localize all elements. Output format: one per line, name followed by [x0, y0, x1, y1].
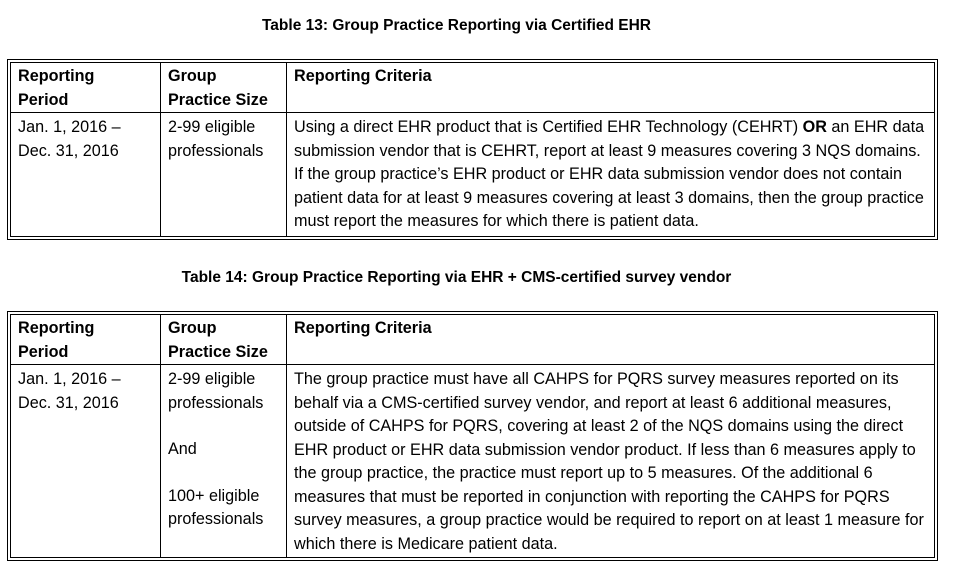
cell-reporting-period: Jan. 1, 2016 – Dec. 31, 2016: [11, 113, 161, 237]
cell-reporting-criteria: The group practice must have all CAHPS for PQRS survey measures reported on its behalf via a CMS-certified survey vendor, and report at least 6 additional measures, outside of CAHPS for PQRS, covering at least 2 of the NQS domains using the direct EHR product or EHR data submission vendor product. If less than 6 measures apply to the group practice, the practice must report up to 5 measures. Of the additional 6 measures that must be reported in conjunction with reporting the CAHPS for PQRS survey measures, a group practice would be required to report on at least 1 measure for which there is Medicare patient data.: [287, 365, 935, 558]
table-14: [7, 311, 938, 561]
spacer: [168, 462, 280, 485]
size-conjunction: And: [168, 440, 197, 458]
criteria-emphasis: OR: [802, 118, 827, 136]
table-13-title: Table 13: Group Practice Reporting via Certified EHR: [261, 17, 652, 34]
table-13: [7, 59, 938, 240]
header-reporting-period: Reporting Period: [11, 63, 161, 113]
table-header-row: [11, 315, 935, 365]
table-14-title: Table 14: Group Practice Reporting via EHR + CMS-certified survey vendor: [181, 269, 732, 286]
table-14-grid: [10, 314, 935, 558]
cell-group-practice-size: 2-99 eligible professionals: [161, 113, 287, 237]
spacer: [168, 415, 280, 438]
table-row: [11, 365, 935, 558]
cell-reporting-period: Jan. 1, 2016 – Dec. 31, 2016: [11, 365, 161, 558]
table-header-row: [11, 63, 935, 113]
header-reporting-period: Reporting Period: [11, 315, 161, 365]
header-reporting-criteria: Reporting Criteria: [287, 63, 935, 113]
cell-group-practice-size: 2-99 eligible professionals And 100+ eligible professionals: [161, 365, 287, 558]
header-group-practice-size: Group Practice Size: [161, 315, 287, 365]
table-row: [11, 113, 935, 237]
table-13-grid: [10, 62, 935, 237]
header-reporting-criteria: Reporting Criteria: [287, 315, 935, 365]
cell-reporting-criteria: Using a direct EHR product that is Certified EHR Technology (CEHRT) OR an EHR data submission vendor that is CEHRT, report at least 9 measures covering 3 NQS domains. If the group practice’s EHR product or EHR data submission vendor does not contain patient data for at least 9 measures covering at least 3 domains, then the group practice must report the measures for which there is patient data.: [287, 113, 935, 237]
header-group-practice-size: Group Practice Size: [161, 63, 287, 113]
